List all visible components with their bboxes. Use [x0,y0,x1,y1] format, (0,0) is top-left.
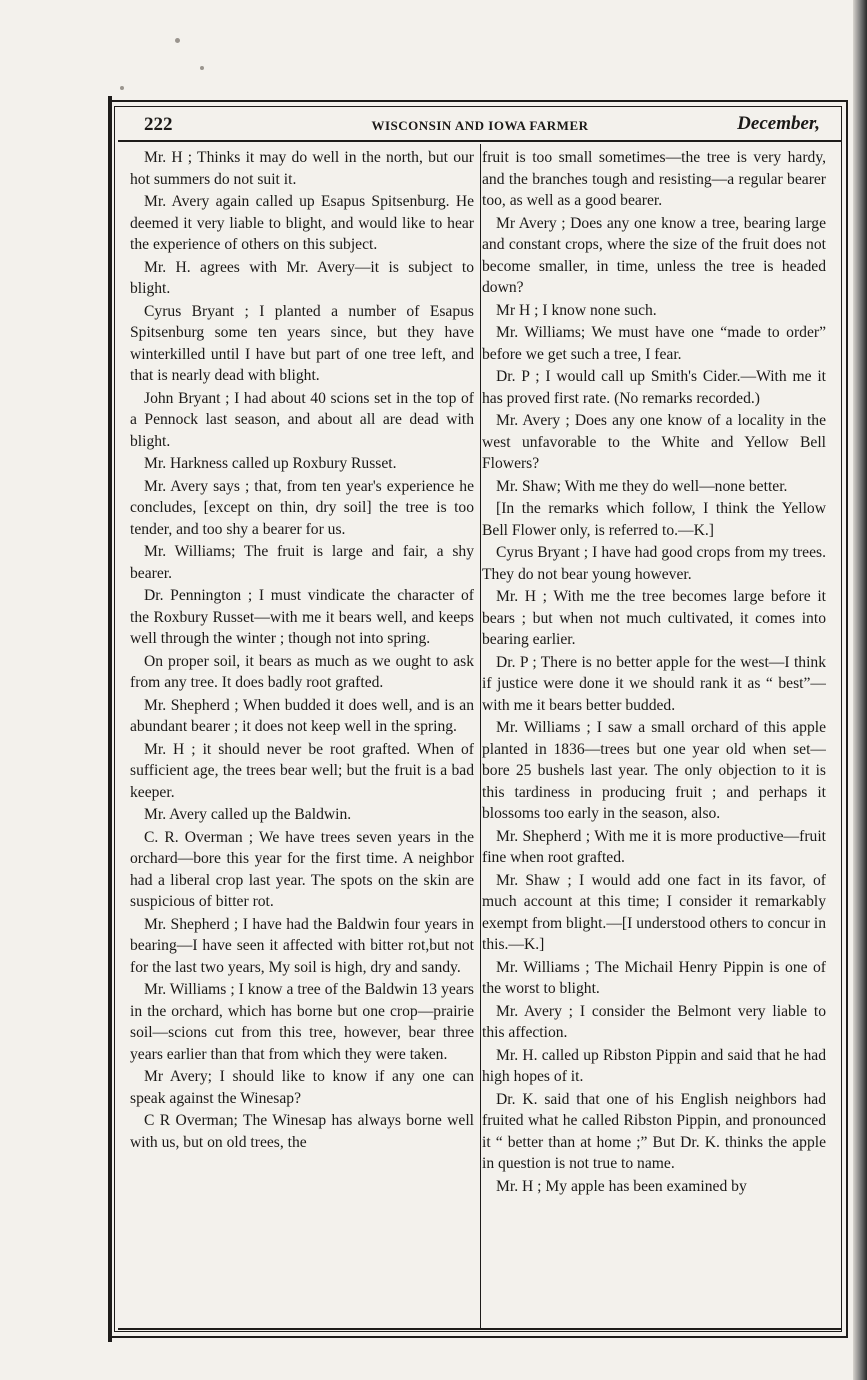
paragraph: Mr Avery ; Does any one know a tree, bearing large and constant crops, where the size of the fruit does not become smaller, in time, unless the tree is headed down? [482,214,826,296]
running-header [118,110,842,142]
paragraph: Mr. H ; Thinks it may do well in the north, but our hot summers do not suit it. [130,149,474,188]
paragraph: Mr. Shepherd ; With me it is more productive—fruit fine when root grafted. [482,827,826,866]
paragraph: Cyrus Bryant ; I planted a number of Esapus Spitsenburg some ten years since, but they have winterkilled until I have but part of one tree left, and that is nearly dead with blight. [130,302,474,384]
paragraph: Dr. P ; There is no better apple for the west—I think if justice were done it we should rank it as “ best”—with me it bears better budded. [482,653,826,714]
paragraph: John Bryant ; I had about 40 scions set in the top of a Pennock last season, and about all are dead with blight. [130,389,474,450]
paragraph: Mr. Williams ; The Michail Henry Pippin is one of the worst to blight. [482,958,826,997]
paragraph: Mr. Avery again called up Esapus Spitsenburg. He deemed it very liable to blight, and would like to hear the experience of others on this subject. [130,193,474,253]
paragraph: Mr. Avery called up the Baldwin. [144,806,352,823]
paragraph: Mr H ; I know none such. [496,301,657,319]
journal-title: WISCONSIN AND IOWA FARMER [371,118,589,133]
paragraph: Mr. Shaw ; I would add one fact in its favor, of much account at this time; I consider it remarkably exempt from blight.—[I understood others to concur in this.—K.] [482,871,826,953]
paragraph: Mr. H ; My apple has been examined by [496,1177,747,1195]
right-column [482,147,826,1327]
issue-month: December, [737,113,820,134]
left-column [130,147,474,1327]
paragraph: Mr. Williams ; I saw a small orchard of this apple planted in 1836—trees but one year old when set—bore 25 bushels last year. The only objection to it is this tardiness in producing fruit ; and perhaps it blossoms too early in the season, also. [482,719,826,822]
paragraph: Mr. H. agrees with Mr. Avery—it is subject to blight. [130,258,474,297]
paragraph: Mr. Avery ; I consider the Belmont very liable to this affection. [482,1002,826,1041]
paragraph: Cyrus Bryant ; I have had good crops from my trees. They do not bear young however. [482,544,826,583]
paragraph: Mr Avery; I should like to know if any one can speak against the Winesap? [130,1068,474,1107]
page-number: 222 [144,114,173,135]
paragraph: Mr. Williams; We must have one “made to order” before we get such a tree, I fear. [482,324,826,363]
page-edge [853,0,867,1380]
paragraph: Mr. H. called up Ribston Pippin and said that he had high hopes of it. [482,1046,826,1085]
paragraph: C. R. Overman ; We have trees seven years in the orchard—bore this year for the first time. A neighbor had a liberal crop last year. The spots on the skin are suspicious of bitter rot. [130,828,474,910]
paragraph: Dr. Pennington ; I must vindicate the character of the Roxbury Russet—with me it bears well, and keeps well through the winter ; though not into spring. [130,587,474,647]
stain [200,66,204,70]
paragraph: Dr. K. said that one of his English neighbors had fruited what he called Ribston Pippin, and pronounced it “ better than at home ;” But Dr. K. thinks the apple in question is not true to name. [482,1090,826,1172]
bottom-rule [118,1328,842,1330]
paragraph: fruit is too small sometimes—the tree is very hardy, and the branches tough and resisting—a regular bearer too, as well as a good bearer. [482,149,826,209]
column-divider [480,144,481,1328]
paragraph: Mr. Avery says ; that, from ten year's experience he concludes, [except on thin, dry soil] the tree is too tender, and too shy a bearer for us. [130,477,474,538]
paragraph: Mr. Shaw; With me they do well—none better. [496,477,788,495]
paragraph: C R Overman; The Winesap has always borne well with us, but on old trees, the [130,1112,474,1151]
stain [175,38,180,43]
paragraph: Dr. P ; I would call up Smith's Cider.—With me it has proved first rate. (No remarks recorded.) [482,368,826,407]
paragraph: [In the remarks which follow, I think the Yellow Bell Flower only, is referred to.—K.] [482,500,826,539]
paragraph: On proper soil, it bears as much as we ought to ask from any tree. It does badly root grafted. [130,652,474,691]
paragraph: Mr. Shepherd ; I have had the Baldwin four years in bearing—I have seen it affected with bitter rot,but not for the last two years, My soil is high, dry and sandy. [130,915,474,976]
paragraph: Mr. Williams ; I know a tree of the Baldwin 13 years in the orchard, which has borne but one crop—prairie soil—scions cut from this tree, however, bear three years earlier than that from which they were taken. [130,981,474,1063]
paragraph: Mr. Shepherd ; When budded it does well, and is an abundant bearer ; it does not keep well in the spring. [130,696,474,735]
paragraph: Mr. Avery ; Does any one know of a locality in the west unfavorable to the White and Yellow Bell Flowers? [482,412,826,472]
paragraph: Mr. Williams; The fruit is large and fair, a shy bearer. [130,543,474,582]
paragraph: Mr. Harkness called up Roxbury Russet. [144,455,397,472]
stain [120,86,124,90]
paragraph: Mr. H ; With me the tree becomes large before it bears ; but when not much cultivated, it comes into bearing earlier. [482,588,826,648]
paragraph: Mr. H ; it should never be root grafted. When of sufficient age, the trees bear well; but the fruit is a bad keeper. [130,740,474,801]
